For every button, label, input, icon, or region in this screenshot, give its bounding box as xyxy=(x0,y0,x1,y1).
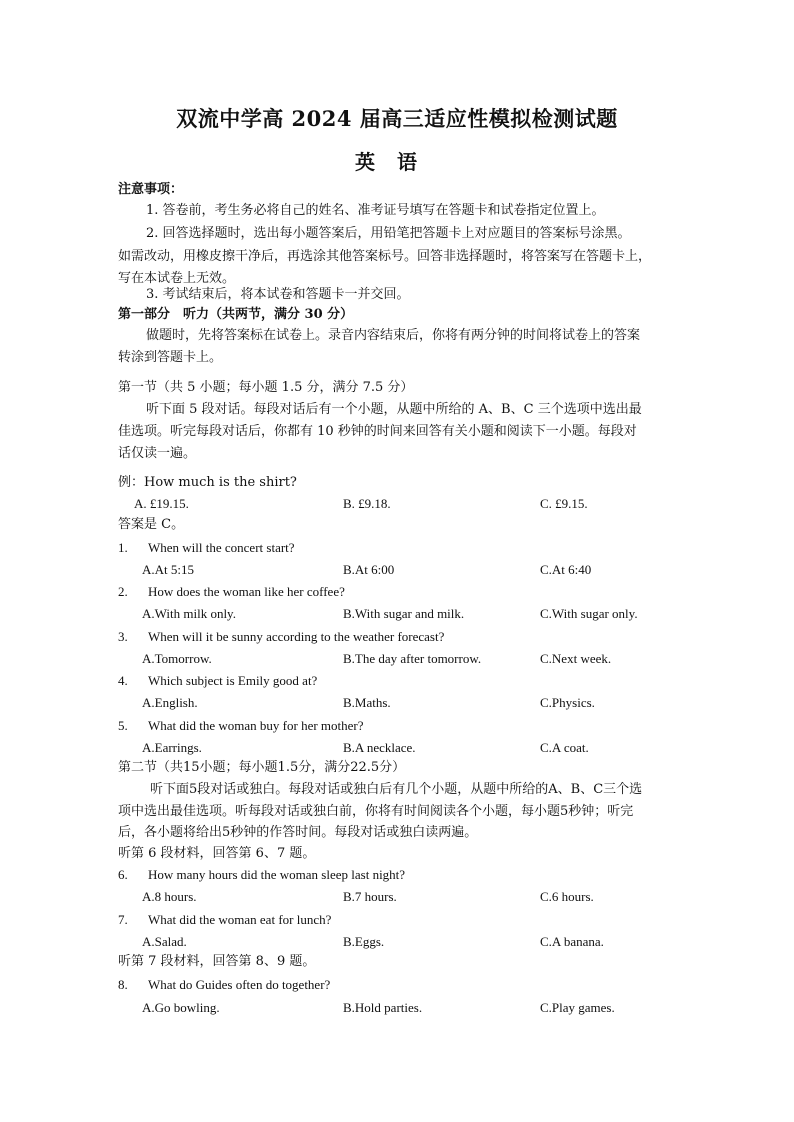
part1-instruction: 转涂到答题卡上。 xyxy=(118,350,223,365)
question-number: 7. xyxy=(118,912,128,927)
section1-instruction: 佳选项。听完每段对话后，你都有 10 秒钟的时间来回答有关小题和阅读下一小题。每段对 xyxy=(118,424,637,439)
question-number: 5. xyxy=(118,718,128,733)
question-number: 2. xyxy=(118,584,128,599)
question-number: 1. xyxy=(118,540,128,555)
option-a: A.Tomorrow. xyxy=(142,651,212,666)
option-b: B.At 6:00 xyxy=(343,562,395,577)
option-c: C.A coat. xyxy=(540,740,589,755)
material-6-note: 听第 6 段材料，回答第 6、7 题。 xyxy=(118,846,316,861)
subject-title: 英语 xyxy=(355,150,439,174)
option-b: B.A necklace. xyxy=(343,740,416,755)
example-question: 例：How much is the shirt? xyxy=(118,475,297,490)
option-c: C.A banana. xyxy=(540,934,604,949)
question-3 xyxy=(118,629,683,645)
question-8 xyxy=(118,977,683,993)
material-7-note: 听第 7 段材料，回答第 8、9 题。 xyxy=(118,954,316,969)
section1-instruction: 话仅读一遍。 xyxy=(118,446,197,461)
question-text: What did the woman buy for her mother? xyxy=(148,718,364,733)
section2-instruction: 后，各小题将给出5秒钟的作答时间。每段对话或独白读两遍。 xyxy=(118,825,478,840)
section2-instruction: 项中选出最佳选项。听每段对话或独白前，你将有时间阅读各个小题，每小题5秒钟；听完 xyxy=(118,804,634,819)
question-text: What did the woman eat for lunch? xyxy=(148,912,332,927)
question-7 xyxy=(118,912,683,928)
example-answer: 答案是 C。 xyxy=(118,517,185,532)
section1-heading: 第一节（共 5 小题；每小题 1.5 分，满分 7.5 分） xyxy=(118,380,414,395)
question-text: When will it be sunny according to the weather forecast? xyxy=(148,629,445,644)
question-number: 8. xyxy=(118,977,128,992)
option-b: B.Maths. xyxy=(343,695,391,710)
option-c: C.Play games. xyxy=(540,1000,615,1015)
option-a: A.At 5:15 xyxy=(142,562,194,577)
example-option-c: C. £9.15. xyxy=(540,496,588,511)
section2-instruction: 听下面5段对话或独白。每段对话或独白后有几个小题，从题中所给的A、B、C三个选 xyxy=(150,782,643,797)
option-c: C.6 hours. xyxy=(540,889,594,904)
question-6 xyxy=(118,867,683,883)
notice-item: 如需改动，用橡皮擦干净后，再选涂其他答案标号。回答非选择题时，将答案写在答题卡上， xyxy=(118,249,652,264)
notice-item: 2. 回答选择题时，选出每小题答案后，用铅笔把答题卡上对应题目的答案标号涂黑。 xyxy=(146,226,631,241)
example-option-a: A. £19.15. xyxy=(134,496,189,511)
exam-title: 双流中学高 2024 届高三适应性模拟检测试题 xyxy=(176,106,618,131)
option-a: A.English. xyxy=(142,695,198,710)
question-number: 6. xyxy=(118,867,128,882)
question-2 xyxy=(118,584,683,600)
option-c: C.At 6:40 xyxy=(540,562,592,577)
section2-heading: 第二节（共15小题；每小题1.5分，满分22.5分） xyxy=(118,760,406,775)
option-c: C.Next week. xyxy=(540,651,612,666)
question-1 xyxy=(118,540,683,556)
option-a: A.Earrings. xyxy=(142,740,202,755)
question-text: When will the concert start? xyxy=(148,540,295,555)
section1-instruction: 听下面 5 段对话。每段对话后有一个小题，从题中所给的 A、B、C 三个选项中选出最 xyxy=(146,402,642,417)
option-b: B.The day after tomorrow. xyxy=(343,651,482,666)
example-option-b: B. £9.18. xyxy=(343,496,391,511)
part1-heading: 第一部分 听力（共两节，满分 30 分） xyxy=(118,307,354,322)
question-number: 4. xyxy=(118,673,128,688)
question-4 xyxy=(118,673,683,689)
notice-item: 1. 答卷前，考生务必将自己的姓名、准考证号填写在答题卡和试卷指定位置上。 xyxy=(146,203,605,218)
question-text: How does the woman like her coffee? xyxy=(148,584,345,599)
option-a: A.Salad. xyxy=(142,934,187,949)
option-a: A.With milk only. xyxy=(142,606,236,621)
option-b: B.Eggs. xyxy=(343,934,385,949)
option-b: B.With sugar and milk. xyxy=(343,606,465,621)
option-c: C.Physics. xyxy=(540,695,595,710)
option-b: B.7 hours. xyxy=(343,889,397,904)
question-text: What do Guides often do together? xyxy=(148,977,331,992)
question-number: 3. xyxy=(118,629,128,644)
part1-instruction: 做题时，先将答案标在试卷上。录音内容结束后，你将有两分钟的时间将试卷上的答案 xyxy=(146,328,641,343)
question-text: How many hours did the woman sleep last night? xyxy=(148,867,406,882)
option-b: B.Hold parties. xyxy=(343,1000,423,1015)
notice-item: 3. 考试结束后，将本试卷和答题卡一并交回。 xyxy=(146,287,410,302)
question-text: Which subject is Emily good at? xyxy=(148,673,318,688)
notice-heading: 注意事项： xyxy=(118,182,184,197)
question-5 xyxy=(118,718,683,734)
notice-item: 写在本试卷上无效。 xyxy=(118,271,236,286)
option-a: A.8 hours. xyxy=(142,889,197,904)
option-a: A.Go bowling. xyxy=(142,1000,220,1015)
option-c: C.With sugar only. xyxy=(540,606,638,621)
